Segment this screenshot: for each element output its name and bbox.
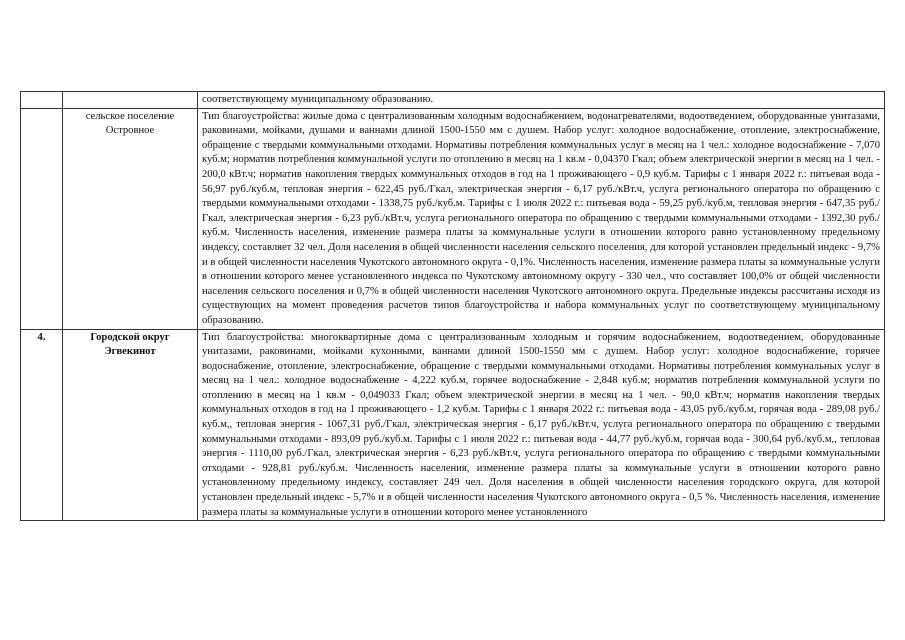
municipality-name: Городской округ Эгвекинот [63,329,198,521]
tariff-table [20,91,885,521]
row-number: 4. [21,329,63,521]
table-row [21,329,885,521]
row-number [21,108,63,329]
municipality-name [63,92,198,109]
municipality-name: сельское поселение Островное [63,108,198,329]
row-description: Тип благоустройства: жилые дома с централизованным холодным водоснабжением, водонагревателями, водоотведением, оборудованные унитазами, раковинами, мойками, душами и ваннами длиной 1500-1550 мм с душем. Набор услуг: холодное водоснабжение, отопление, электроснабжение, обращение с твердыми коммунальными отходами. Нормативы потребления коммунальных услуг в месяц на 1 чел.: холодное водоснабжение - 7,070 куб.м; норматив потребления коммунальной услуги по отоплению в месяц на 1 кв.м - 0,04370 Гкал; объем электрической энергии в месяц на 1 чел. - 200,0 кВт.ч; норматив накопления твердых коммунальных отходов в год на 1 проживающего - 0,9 куб.м. Тарифы с 1 января 2022 г.: питьевая вода - 56,97 руб./куб.м, тепловая энергия - 622,45 руб./Гкал, электрическая энергия - 6,17 руб./кВт.ч, услуга регионального оператора по обращению с твердыми коммунальными отходами - 1338,75 руб./куб.м. Тарифы с 1 июля 2022 г.: питьевая вода - 59,25 руб./куб.м, тепловая энергия - 647,35 руб./Гкал, электрическая энергия - 6,23 руб./кВт.ч, услуга регионального оператора по обращению с твердыми коммунальными отходами - 1392,30 руб./куб.м. Численность населения, изменение размера платы за коммунальные услуги в отношении которого равно установленному предельному индексу, составляет 32 чел. Доля населения в общей численности населения сельского поселения, для которой установлен предельный индекс - 9,7% и в общей численности населения Чукотского автономного округа - 0,1%. Численность населения, изменение размера платы за коммунальные услуги в отношении которого менее установленного индекса по Чукотскому автономному округу - 330 чел., что составляет 100,0% от общей численности населения сельского поселения и 0,7% в общей численности населения Чукотского автономного округа. Предельные индексы рассчитаны исходя из существующих на момент проведения расчетов типов благоустройства и набора коммунальных услуг по соответствующему муниципальному образованию. [198,108,885,329]
table-row [21,92,885,109]
row-description: соответствующему муниципальному образованию. [198,92,885,109]
table-row [21,108,885,329]
row-description: Тип благоустройства: многоквартирные дома с централизованным холодным и горячим водоснабжением, водоотведением, оборудованные унитазами, раковинами, мойками кухонными, ваннами длиной 1500-1550 мм с душем. Набор услуг: холодное водоснабжение, горячее водоснабжение, отопление, электроснабжение, обращение с твердыми коммунальными отходами. Нормативы потребления коммунальных услуг в месяц на 1 чел.: холодное водоснабжение - 4,222 куб.м, горячее водоснабжение - 2,848 куб.м; норматив потребления коммунальной услуги по отоплению в месяц на 1 кв.м - 0,049033 Гкал; объем электрической энергии в месяц на 1 чел. - 90,0 кВт.ч; норматив накопления твердых коммунальных отходов в год на 1 проживающего - 1,2 куб.м. Тарифы с 1 января 2022 г.: питьевая вода - 43,05 руб./куб.м, горячая вода - 289,08 руб./куб.м,, тепловая энергия - 1067,31 руб./Гкал, электрическая энергия - 6,17 руб./кВт.ч, услуга регионального оператора по обращению с твердыми коммунальными отходами - 893,09 руб./куб.м. Тарифы с 1 июля 2022 г.: питьевая вода - 44,77 руб./куб.м, горячая вода - 300,64 руб./куб.м,, тепловая энергия - 1110,00 руб./Гкал, электрическая энергия - 6,23 руб./кВт.ч, услуга регионального оператора по обращению с твердыми коммунальными отходами - 928,81 руб./куб.м. Численность населения, изменение размера платы за коммунальные услуги в отношении которого равно установленному предельному индексу, составляет 249 чел. Доля населения в общей численности населения городского округа, для которой установлен предельный индекс - 5,7% и в общей численности населения Чукотского автономного округа - 0,5 %. Численность населения, изменение размера платы за коммунальные услуги в отношении которого менее установленного [198,329,885,521]
row-number [21,92,63,109]
